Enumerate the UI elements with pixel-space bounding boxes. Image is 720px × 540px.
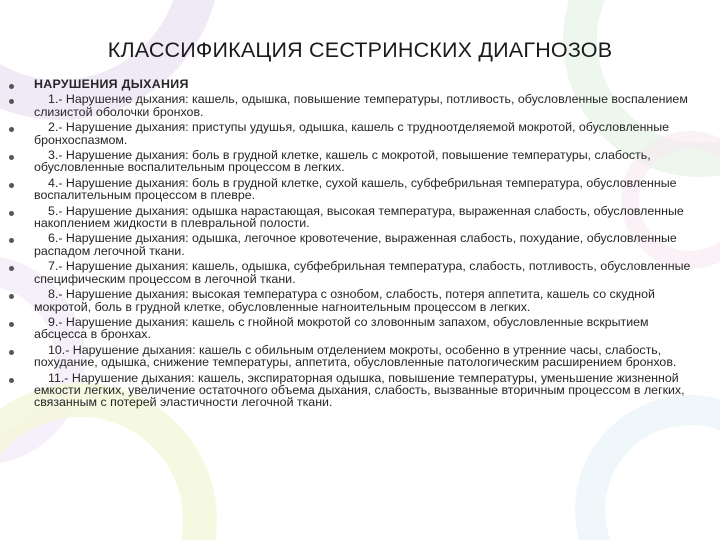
diagnosis-text: 6.- Нарушение дыхания: одышка, легочное кровотечение, выраженная слабость, похудание, обусловленные распадом легочной ткани.: [34, 231, 677, 258]
bullet-icon: [9, 99, 14, 104]
diagnosis-text: 3.- Нарушение дыхания: боль в грудной клетке, кашель с мокротой, повышение температуры, слабость, обусловленные воспалительным процессом в легких.: [34, 148, 651, 175]
bullet-icon: [9, 211, 14, 216]
bullet-icon: [9, 155, 14, 160]
section-heading: НАРУШЕНИЯ ДЫХАНИЯ: [34, 77, 189, 91]
list-item: [0, 288, 720, 313]
diagnosis-text: 4.- Нарушение дыхания: боль в грудной клетке, сухой кашель, субфебрильная температура, обусловленные воспалительным процессом в плевре.: [34, 175, 677, 203]
list-item: [0, 344, 720, 369]
diagnosis-text: 2.- Нарушение дыхания: приступы удушья, одышка, кашель с трудноотделяемой мокротой, обусловленные бронхоспазмом.: [34, 120, 670, 147]
list-item: [0, 205, 720, 230]
diagnosis-text: 9.- Нарушение дыхания: кашель с гнойной мокротой со зловонным запахом, обусловленные вскрытием абсцесса в бронхах.: [34, 314, 649, 342]
bullet-icon: [9, 266, 14, 271]
list-item: [0, 121, 720, 146]
list-item: [0, 177, 720, 202]
list-item: [0, 149, 720, 174]
diagnosis-list: [0, 78, 720, 412]
diagnosis-text: 1.- Нарушение дыхания: кашель, одышка, повышение температуры, потливость, обусловленные воспалением слизистой оболочки бронхов.: [34, 92, 688, 119]
list-item: [0, 260, 720, 285]
bullet-icon: [9, 294, 14, 299]
list-item: [0, 93, 720, 118]
bullet-icon: [9, 127, 14, 132]
list-item: [0, 232, 720, 257]
list-item-heading: [0, 78, 720, 90]
list-item: [0, 316, 720, 341]
diagnosis-text: 8.- Нарушение дыхания: высокая температура с ознобом, слабость, потеря аппетита, кашель со скудной мокротой, боль в грудной клетке, обусловленные нагноительным процессом в легких.: [34, 287, 655, 314]
bullet-icon: [9, 84, 14, 89]
bullet-icon: [9, 378, 14, 383]
diagnosis-text: 11.- Нарушение дыхания: кашель, экспираторная одышка, повышение температуры, уменьшение жизненной емкости легких, увеличение остаточного объема дыхания, слабость, вызванные вторичным процессом в легких, связанным с потерей эластичности легочной ткани.: [34, 370, 685, 410]
diagnosis-text: 5.- Нарушение дыхания: одышка нарастающая, высокая температура, выраженная слабость, обусловленные накоплением жидкости в плевральной полости.: [34, 203, 684, 231]
bullet-icon: [9, 238, 14, 243]
diagnosis-text: 10.- Нарушение дыхания: кашель с обильным отделением мокроты, особенно в утренние часы, слабость, похудание, одышка, снижение температуры, аппетита, обусловленные патологическим расширением бронхов.: [34, 342, 677, 370]
slide-title: КЛАССИФИКАЦИЯ СЕСТРИНСКИХ ДИАГНОЗОВ: [107, 38, 613, 62]
diagnosis-text: 7.- Нарушение дыхания: кашель, одышка, субфебрильная температура, слабость, потливость, обусловленные специфическим процессом в легочной ткани.: [34, 259, 691, 286]
bullet-icon: [9, 350, 14, 355]
list-item: [0, 372, 720, 409]
bullet-icon: [9, 322, 14, 327]
bullet-icon: [9, 183, 14, 188]
